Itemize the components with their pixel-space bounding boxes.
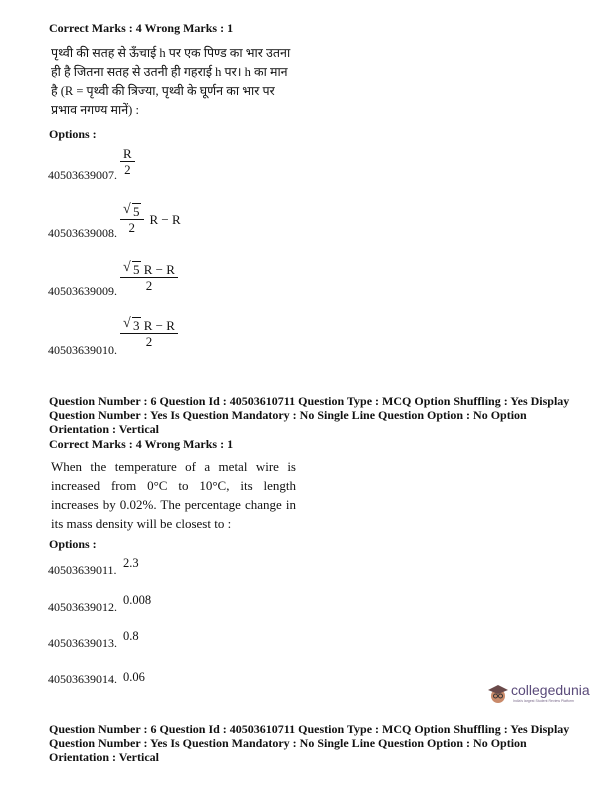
q1-options-label: Options : [49,127,97,141]
logo-text: collegedunia [511,682,590,698]
numerator-tail: R − R [143,318,175,333]
q2-header: Question Number : 6 Question Id : 40503610711 Question Type : MCQ Option Shuffling : Yes Display Question Number : Yes Is Question Mandatory : No Single Line Question Option : No Option Orientation : Vertical [49,394,570,436]
q2-question-text: When the temperature of a metal wire is increased from 0°C to 10°C, its length increases by 0.02%. The percentage change in its mass density will be closest to : [51,459,296,531]
q2-option-3-id: 40503639013. [48,636,117,650]
q2-marks: Correct Marks : 4 Wrong Marks : 1 [49,437,234,451]
sqrt-symbol: √ 5 [123,260,140,277]
denominator: 2 [145,278,153,293]
q2-option-1-id: 40503639011. [48,563,117,577]
q1-option-2-expression [120,204,181,236]
sqrt-symbol: √ 5 [123,202,140,219]
root-fraction [120,204,144,236]
q2-option-4-id: 40503639014. [48,672,117,686]
collegedunia-logo [486,680,590,712]
q2-option-2-value: 0.008 [123,593,152,607]
numerator: R [120,146,135,162]
graduate-icon [486,682,510,706]
tail-term: R − R [149,212,181,227]
radicand: 5 [133,262,140,277]
denominator: 2 [145,334,153,349]
q1-marks: Correct Marks : 4 Wrong Marks : 1 [49,21,234,35]
q2-option-3-value: 0.8 [123,629,139,643]
q1-option-3-fraction [120,262,178,294]
q1-option-4-id: 40503639010. [48,343,117,357]
q2-option-4-value: 0.06 [123,670,145,684]
q3-header: Question Number : 6 Question Id : 40503610711 Question Type : MCQ Option Shuffling : Yes Display Question Number : Yes Is Question Mandatory : No Single Line Question Option : No Option Orientation : Vertical [49,722,570,764]
q1-option-1-id: 40503639007. [48,168,117,182]
radicand: 3 [133,318,140,333]
denominator: 2 [128,220,135,235]
q2-option-2-id: 40503639012. [48,600,117,614]
q1-option-2-id: 40503639008. [48,226,117,240]
sqrt-symbol: √ 3 [123,316,140,333]
logo-tagline: India's largest Student Review Platform [513,699,574,703]
numerator-tail: R − R [143,262,175,277]
q1-option-3-id: 40503639009. [48,284,117,298]
denominator: 2 [124,162,131,177]
radicand: 5 [133,204,140,219]
q2-options-label: Options : [49,537,97,551]
q2-option-1-value: 2.3 [123,556,139,570]
q1-question-text: पृथ्वी की सतह से ऊँचाई h पर एक पिण्ड का भार उतना ही है जितना सतह से उतनी ही गहराई h पर। h का मान है (R = पृथ्वी की त्रिज्या, पृथ्वी के घूर्णन का भार पर प्रभाव नगण्य मानें) : [51,46,291,117]
q1-option-1-fraction [120,146,135,178]
q1-option-4-fraction [120,318,178,350]
